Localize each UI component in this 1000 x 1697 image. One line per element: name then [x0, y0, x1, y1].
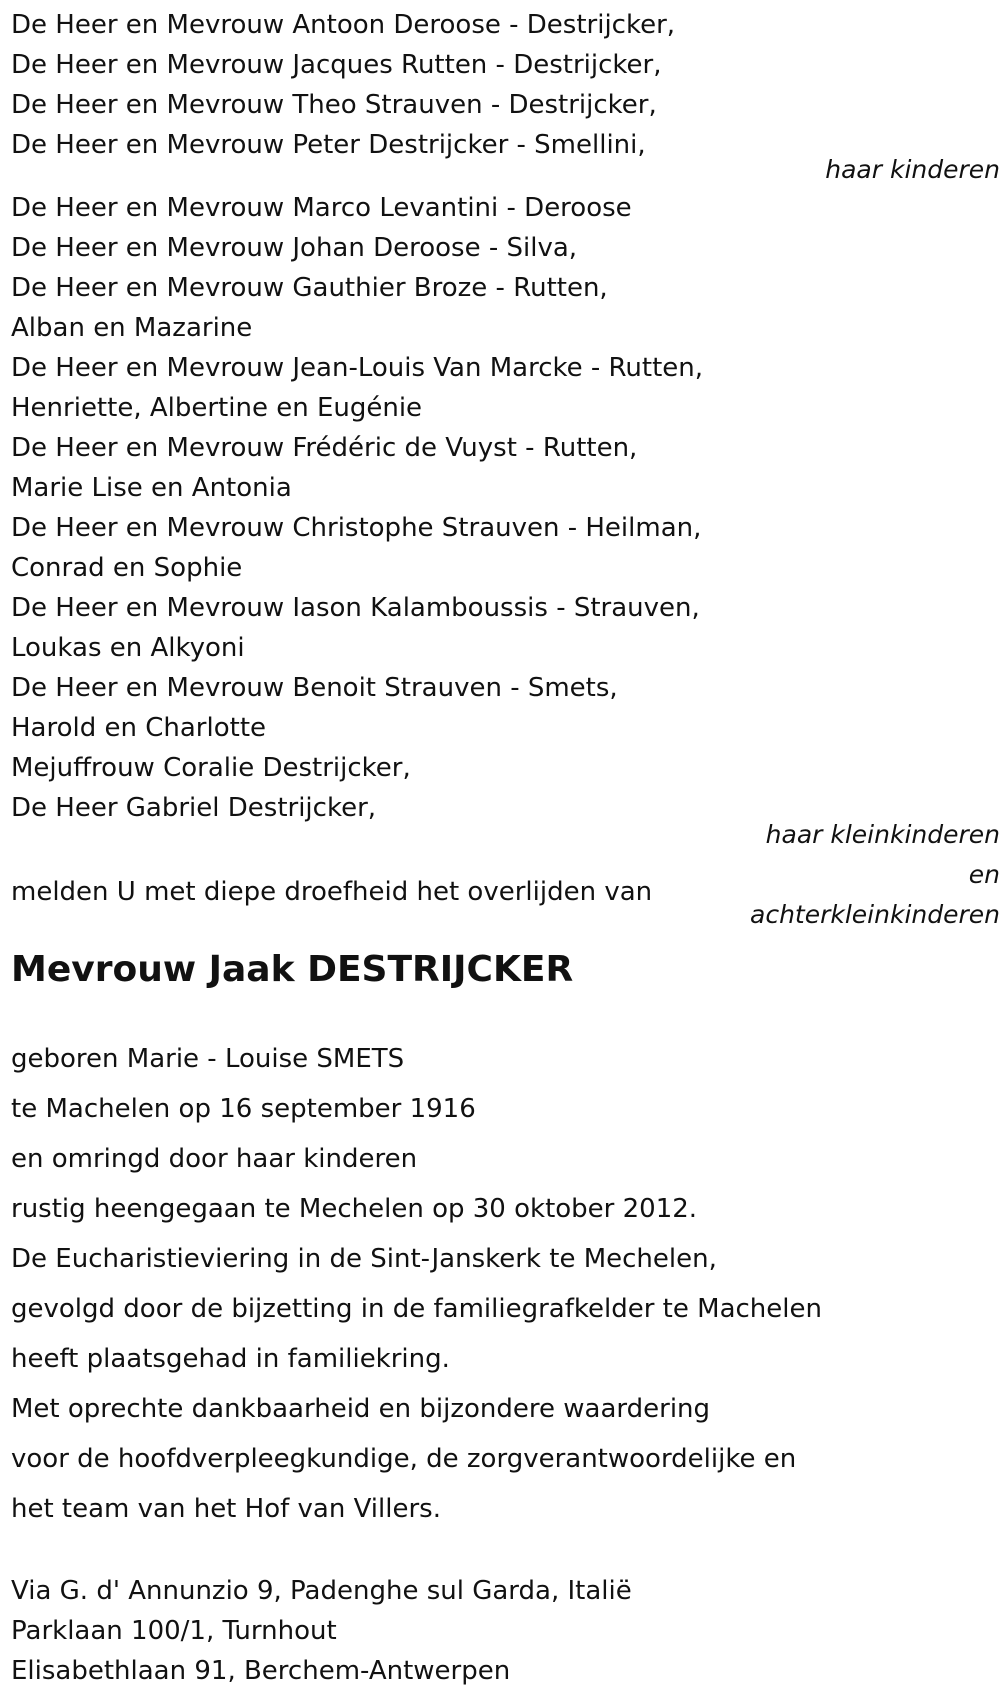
announcement: melden U met diepe droefheid het overlijden van — [11, 877, 653, 907]
grandchild-line: De Heer en Mevrouw Marco Levantini - Deroose — [11, 193, 632, 223]
bio-line: geboren Marie - Louise SMETS — [11, 1044, 405, 1074]
bio-line: het team van het Hof van Villers. — [11, 1494, 441, 1524]
grandchildren-label-1: haar kleinkinderen — [765, 820, 1000, 849]
grandchild-line: Marie Lise en Antonia — [11, 473, 292, 503]
grandchild-line: De Heer en Mevrouw Iason Kalamboussis - Strauven, — [11, 593, 700, 623]
bio-line: heeft plaatsgehad in familiekring. — [11, 1344, 450, 1374]
address-line: Parklaan 100/1, Turnhout — [11, 1616, 337, 1646]
bio-line: te Machelen op 16 september 1916 — [11, 1094, 476, 1124]
deceased-name: Mevrouw Jaak DESTRIJCKER — [11, 949, 574, 990]
children-label: haar kinderen — [825, 155, 1000, 184]
grandchild-line: Henriette, Albertine en Eugénie — [11, 393, 423, 423]
child-line: De Heer en Mevrouw Jacques Rutten - Destrijcker, — [11, 50, 662, 80]
grandchildren-label-2: en — [968, 860, 1000, 889]
grandchild-line: Harold en Charlotte — [11, 713, 267, 743]
address-line: Via G. d' Annunzio 9, Padenghe sul Garda, Italië — [11, 1576, 632, 1606]
bio-line: Met oprechte dankbaarheid en bijzondere waardering — [11, 1394, 711, 1424]
grandchild-line: Loukas en Alkyoni — [11, 633, 245, 663]
grandchild-line: De Heer en Mevrouw Benoit Strauven - Smets, — [11, 673, 618, 703]
child-line: De Heer en Mevrouw Theo Strauven - Destrijcker, — [11, 90, 657, 120]
child-line: De Heer en Mevrouw Peter Destrijcker - Smellini, — [11, 130, 646, 160]
bio-line: en omringd door haar kinderen — [11, 1144, 418, 1174]
grandchild-line: De Heer en Mevrouw Frédéric de Vuyst - Rutten, — [11, 433, 638, 463]
child-line: De Heer en Mevrouw Antoon Deroose - Destrijcker, — [11, 10, 676, 40]
bio-line: voor de hoofdverpleegkundige, de zorgverantwoordelijke en — [11, 1444, 797, 1474]
grandchild-line: De Heer en Mevrouw Jean-Louis Van Marcke - Rutten, — [11, 353, 704, 383]
grandchild-line: De Heer en Mevrouw Gauthier Broze - Rutten, — [11, 273, 608, 303]
grandchild-line: De Heer en Mevrouw Johan Deroose - Silva, — [11, 233, 578, 263]
grandchild-line: De Heer en Mevrouw Christophe Strauven - Heilman, — [11, 513, 702, 543]
bio-line: gevolgd door de bijzetting in de familiegrafkelder te Machelen — [11, 1294, 822, 1324]
bio-line: rustig heengegaan te Mechelen op 30 oktober 2012. — [11, 1194, 698, 1224]
grandchildren-label-3: achterkleinkinderen — [750, 900, 1000, 929]
grandchild-line: Conrad en Sophie — [11, 553, 243, 583]
address-line: Elisabethlaan 91, Berchem-Antwerpen — [11, 1656, 511, 1686]
grandchild-line: De Heer Gabriel Destrijcker, — [11, 793, 377, 823]
grandchild-line: Mejuffrouw Coralie Destrijcker, — [11, 753, 411, 783]
bio-line: De Eucharistieviering in de Sint-Janskerk te Mechelen, — [11, 1244, 717, 1274]
grandchild-line: Alban en Mazarine — [11, 313, 253, 343]
